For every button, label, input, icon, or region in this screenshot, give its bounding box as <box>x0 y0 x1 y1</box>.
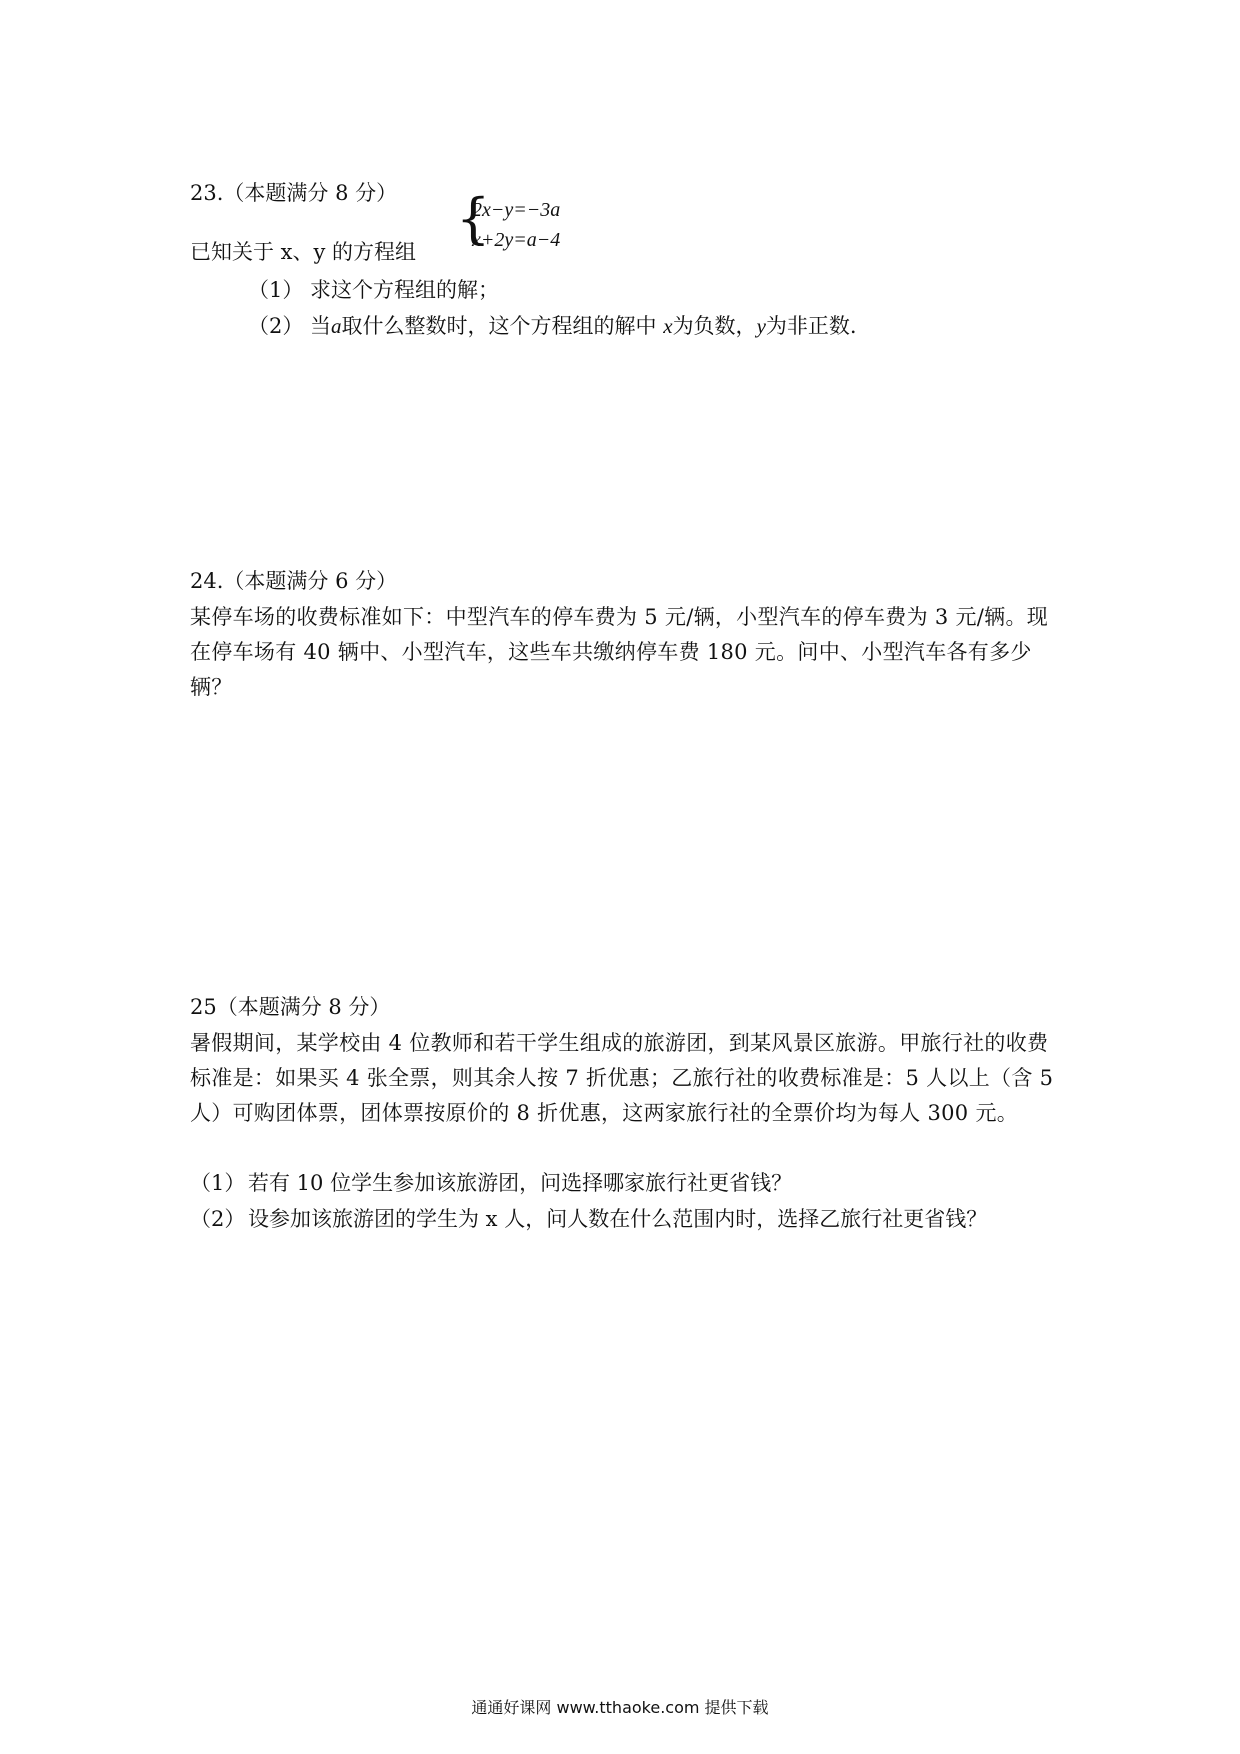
q23-sub2-part-d: 为非正数. <box>765 314 857 338</box>
q23-equation-1: 2x−y=−3a <box>472 199 561 221</box>
q23-sub2-part-b: 取什么整数时，这个方程组的解中 <box>341 314 657 338</box>
q23-intro: 已知关于 x、y 的方程组 <box>190 240 417 264</box>
q23-var-a: a <box>331 314 342 338</box>
q23-subquestion-2 <box>248 310 857 342</box>
q23-subquestion-1: （1） 求这个方程组的解； <box>248 278 500 302</box>
q25-body: 暑假期间，某学校由 4 位教师和若干学生组成的旅游团，到某风景区旅游。甲旅行社的收费标准是：如果买 4 张全票，则其余人按 7 折优惠；乙旅行社的收费标准是：5 人以上（含 5 人）可购团体票，团体票按原价的 8 折优惠，这两家旅行社的全票价均为每人 300 元。 <box>190 1031 1054 1125</box>
q25-sub2-text: 设参加该旅游团的学生为 x 人，问人数在什么范围内时，选择乙旅行社更省钱？ <box>248 1207 988 1231</box>
equation-brace: { <box>456 187 491 250</box>
q23-var-y: y <box>756 314 766 338</box>
q25-sub1-text: 若有 10 位学生参加该旅游团，问选择哪家旅行社更省钱？ <box>248 1171 793 1195</box>
q24-header: 24.（本题满分 6 分） <box>190 569 398 593</box>
q23-sub2-part-a: （2） 当 <box>248 314 332 338</box>
q25-sub1-label: （1） <box>190 1171 246 1195</box>
q23-equation-2: x+2y=a−4 <box>472 229 561 251</box>
q25-sub2-label: （2） <box>190 1207 246 1231</box>
q25-subquestion-1 <box>190 1166 1060 1200</box>
q23-sub2-part-c: 为负数， <box>672 314 757 338</box>
q25-header: 25（本题满分 8 分） <box>190 995 391 1019</box>
q25-subquestion-2 <box>190 1202 1060 1236</box>
q23-header: 23.（本题满分 8 分） <box>190 181 398 205</box>
q24-body: 某停车场的收费标准如下：中型汽车的停车费为 5 元/辆，小型汽车的停车费为 3 元/辆。现在停车场有 40 辆中、小型汽车，这些车共缴纳停车费 180 元。问中、小型汽车各有多少辆？ <box>190 605 1049 699</box>
q23-var-x: x <box>663 314 673 338</box>
page-footer: 通通好课网 www.tthaoke.com 提供下载 <box>471 1698 769 1717</box>
